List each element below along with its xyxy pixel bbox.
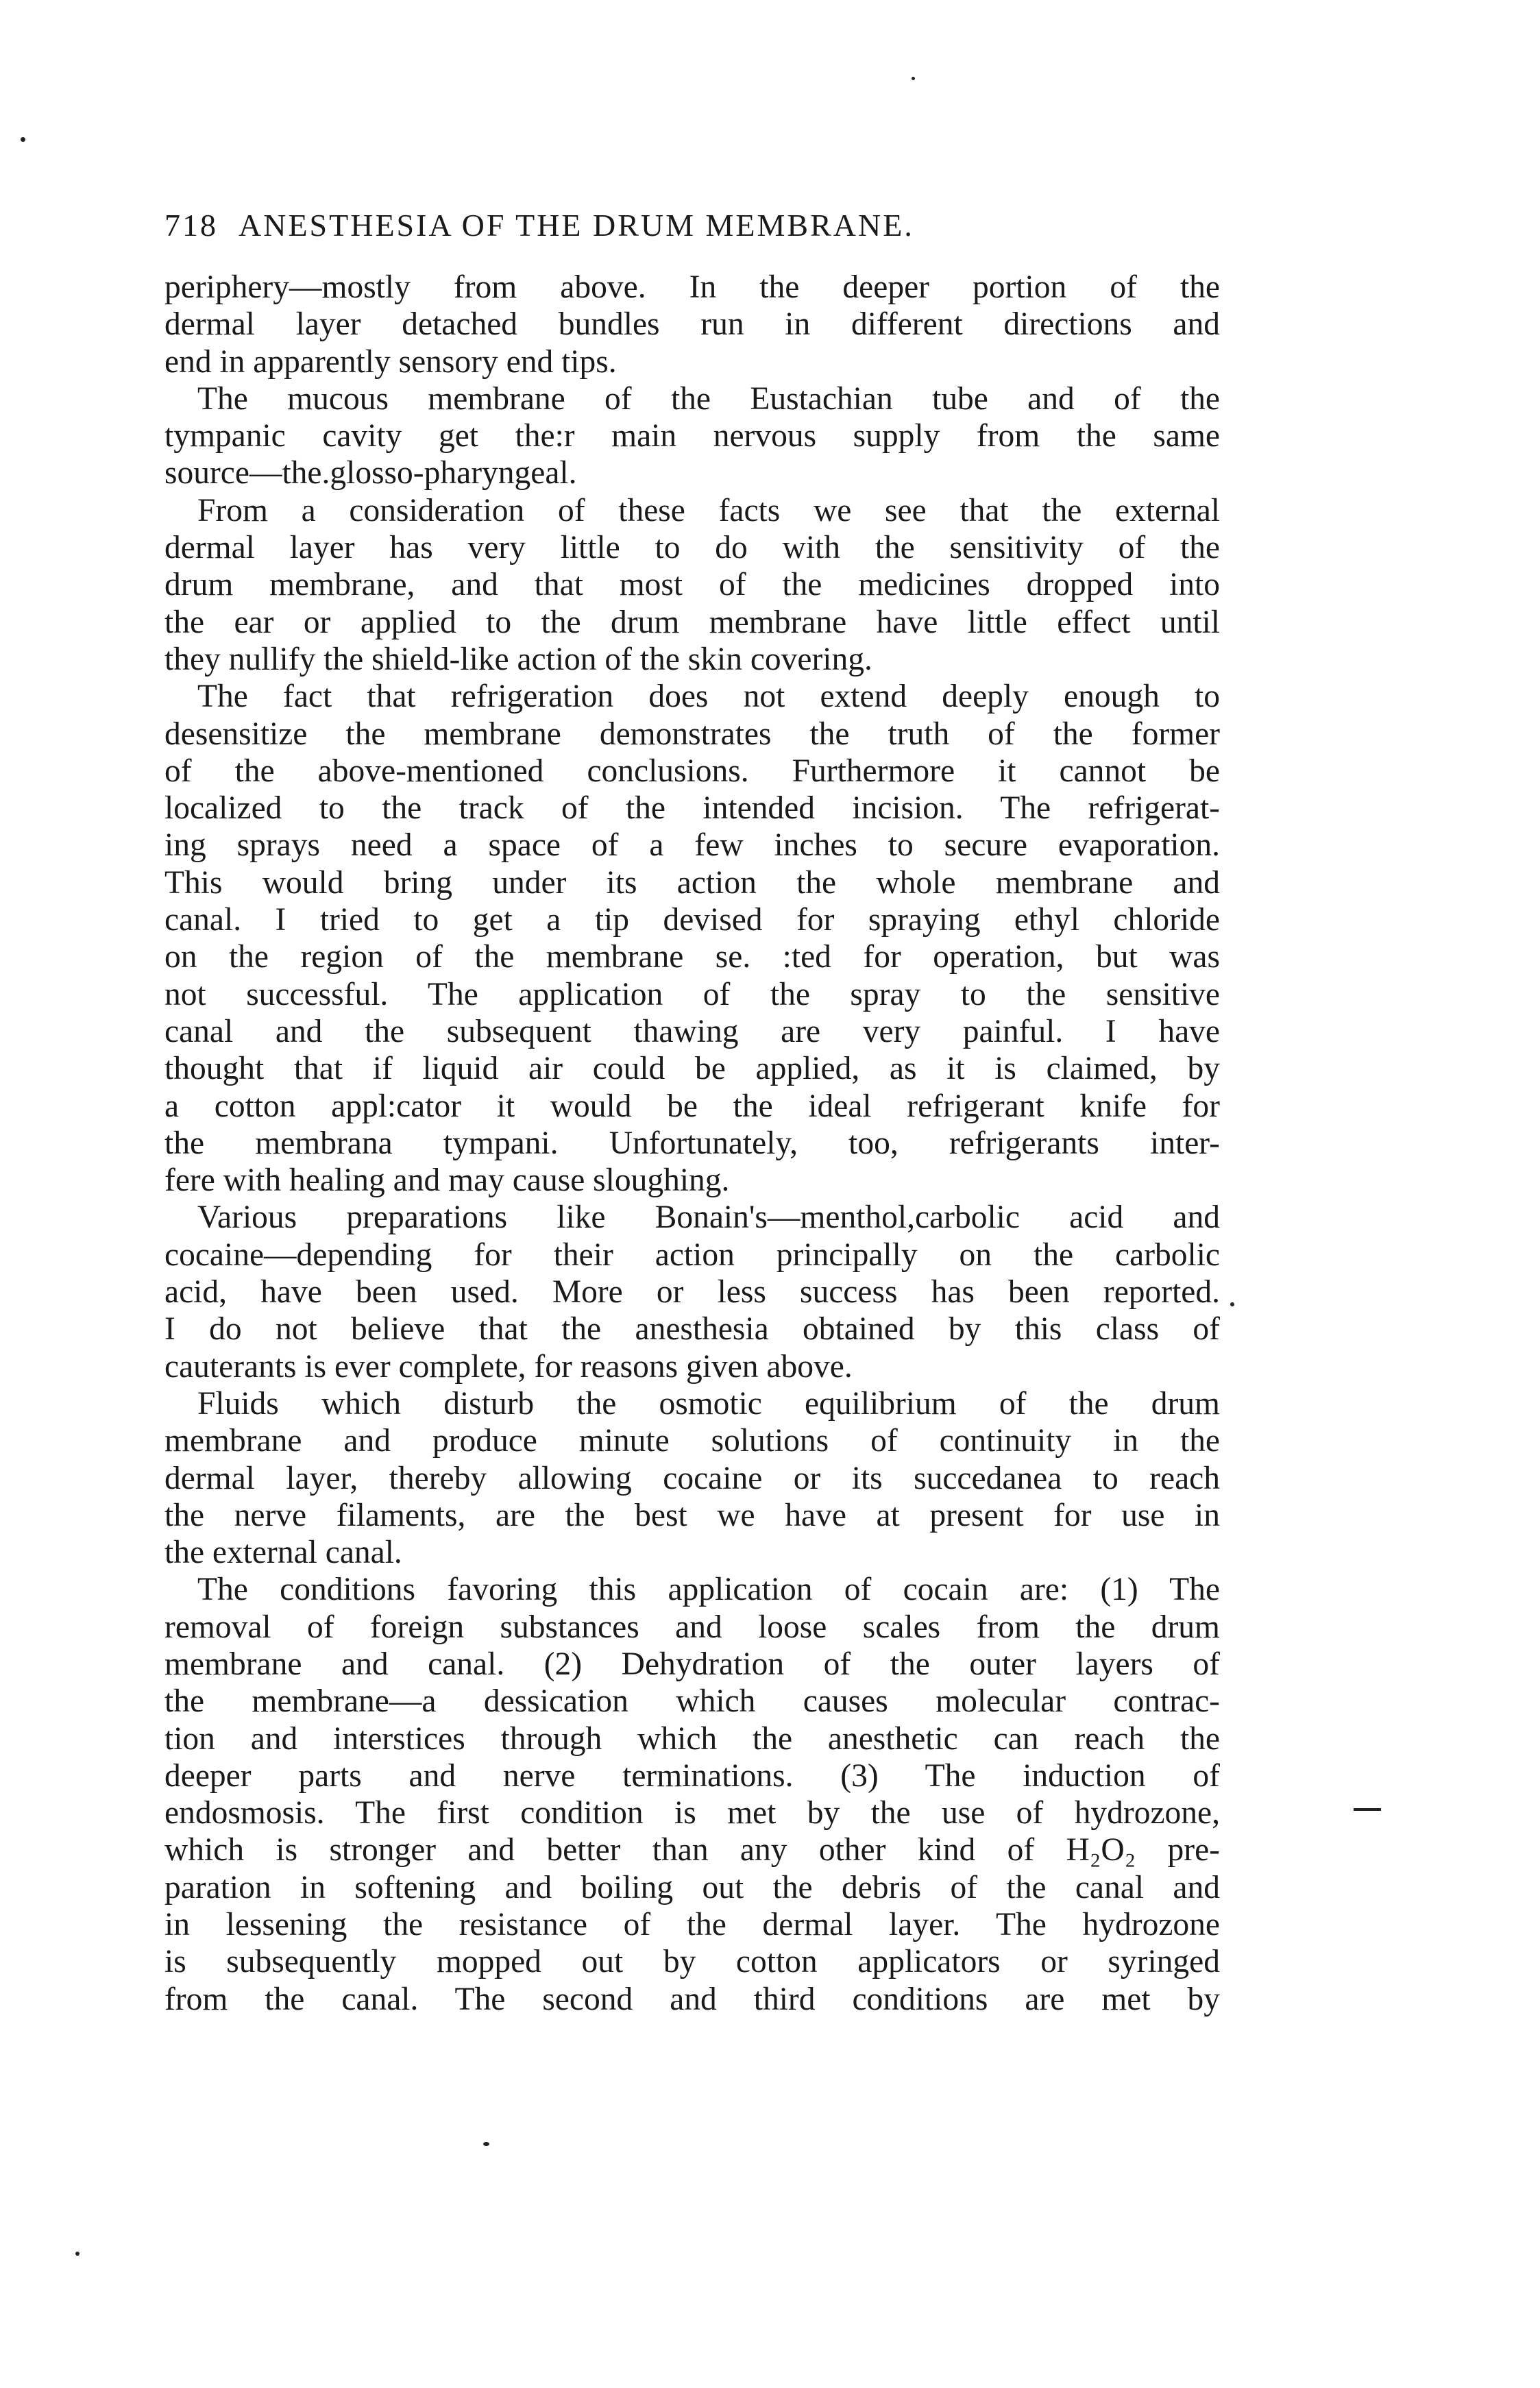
text-line: endosmosis. The first condition is met by the use of hydrozone, xyxy=(164,1795,1220,1831)
paragraph-start: The mucous membrane of the Eustachian tube and of the xyxy=(197,380,1220,417)
text-line: dermal layer, thereby allowing cocaine or its succedanea to reach xyxy=(164,1460,1220,1496)
text-line: the membrane—a dessication which causes molecular contrac- xyxy=(164,1683,1220,1720)
text-line: desensitize the membrane demonstrates the truth of the former xyxy=(164,716,1220,752)
scan-dash xyxy=(1354,1808,1381,1811)
paragraph-start: Fluids which disturb the osmotic equilibrium of the drum xyxy=(197,1385,1220,1422)
paragraph-start: Various preparations like Bonain's—menthol,carbolic acid and xyxy=(197,1199,1220,1236)
text-line: membrane and produce minute solutions of continuity in the xyxy=(164,1423,1220,1459)
text-line: tion and interstices through which the anesthetic can reach the xyxy=(164,1720,1220,1757)
text-line: acid, have been used. More or less success has been reported. xyxy=(164,1274,1220,1311)
text-line: cauterants is ever complete, for reasons given above. xyxy=(164,1348,853,1385)
text-line: removal of foreign substances and loose scales from the drum xyxy=(164,1609,1220,1645)
scan-speck xyxy=(1230,1302,1234,1306)
scan-speck xyxy=(483,2142,489,2146)
text-line: the nerve filaments, are the best we have at present for use in xyxy=(164,1497,1220,1533)
text-line: I do not believe that the anesthesia obtained by this class of xyxy=(164,1311,1220,1348)
page-number: 718 xyxy=(164,208,218,243)
scan-speck xyxy=(75,2252,80,2256)
page-body xyxy=(164,269,1220,2018)
text-line: canal and the subsequent thawing are very painful. I have xyxy=(164,1013,1220,1049)
text-line: This would bring under its action the whole membrane and xyxy=(164,864,1220,901)
text-line: membrane and canal. (2) Dehydration of the outer layers of xyxy=(164,1646,1220,1682)
paragraph-start: From a consideration of these facts we see that the external xyxy=(197,492,1220,528)
paragraph-start: The fact that refrigeration does not extend deeply enough to xyxy=(197,679,1220,715)
scan-speck xyxy=(912,77,915,80)
text-line: is subsequently mopped out by cotton applicators or syringed xyxy=(164,1944,1220,1980)
text-line: the external canal. xyxy=(164,1535,402,1571)
paragraph-start: The conditions favoring this application of cocain are: (1) The xyxy=(197,1572,1220,1608)
running-header xyxy=(164,207,1234,243)
text-line: dermal layer has very little to do with the sensitivity of the xyxy=(164,530,1220,566)
running-title: ANESTHESIA OF THE DRUM MEMBRANE. xyxy=(239,208,914,243)
text-line: localized to the track of the intended incision. The refrigerat- xyxy=(164,790,1220,827)
text-line: the ear or applied to the drum membrane have little effect until xyxy=(164,604,1220,640)
text-line: drum membrane, and that most of the medicines dropped into xyxy=(164,567,1220,603)
text-line: ing sprays need a space of a few inches to secure evaporation. xyxy=(164,827,1220,864)
text-line: they nullify the shield-like action of the skin covering. xyxy=(164,641,872,677)
text-line: fere with healing and may cause sloughing. xyxy=(164,1162,730,1199)
text-line: thought that if liquid air could be applied, as it is claimed, by xyxy=(164,1051,1220,1087)
text-line: end in apparently sensory end tips. xyxy=(164,343,617,380)
text-line: of the above-mentioned conclusions. Furthermore it cannot be xyxy=(164,753,1220,789)
text-line: deeper parts and nerve terminations. (3) The induction of xyxy=(164,1757,1220,1794)
text-line: not successful. The application of the spray to the sensitive xyxy=(164,976,1220,1012)
text-line: from the canal. The second and third conditions are met by xyxy=(164,1981,1220,2017)
text-line: dermal layer detached bundles run in different directions and xyxy=(164,306,1220,343)
text-line: source—the.glosso-pharyngeal. xyxy=(164,455,577,491)
text-line: on the region of the membrane se. :ted for operation, but was xyxy=(164,939,1220,975)
text-line: cocaine—depending for their action principally on the carbolic xyxy=(164,1236,1220,1273)
text-line: tympanic cavity get the:r main nervous supply from the same xyxy=(164,418,1220,454)
scan-speck xyxy=(21,137,25,142)
text-line: the membrana tympani. Unfortunately, too, refrigerants inter- xyxy=(164,1125,1220,1161)
text-line: periphery—mostly from above. In the deeper portion of the xyxy=(164,269,1220,305)
text-line: paration in softening and boiling out the debris of the canal and xyxy=(164,1869,1220,1905)
text-line: in lessening the resistance of the dermal layer. The hydrozone xyxy=(164,1907,1220,1943)
text-line: canal. I tried to get a tip devised for spraying ethyl chloride xyxy=(164,902,1220,938)
text-line: which is stronger and better than any other kind of H₂O₂ pre- xyxy=(164,1832,1220,1868)
text-line: a cotton appl:cator it would be the ideal refrigerant knife for xyxy=(164,1088,1220,1124)
